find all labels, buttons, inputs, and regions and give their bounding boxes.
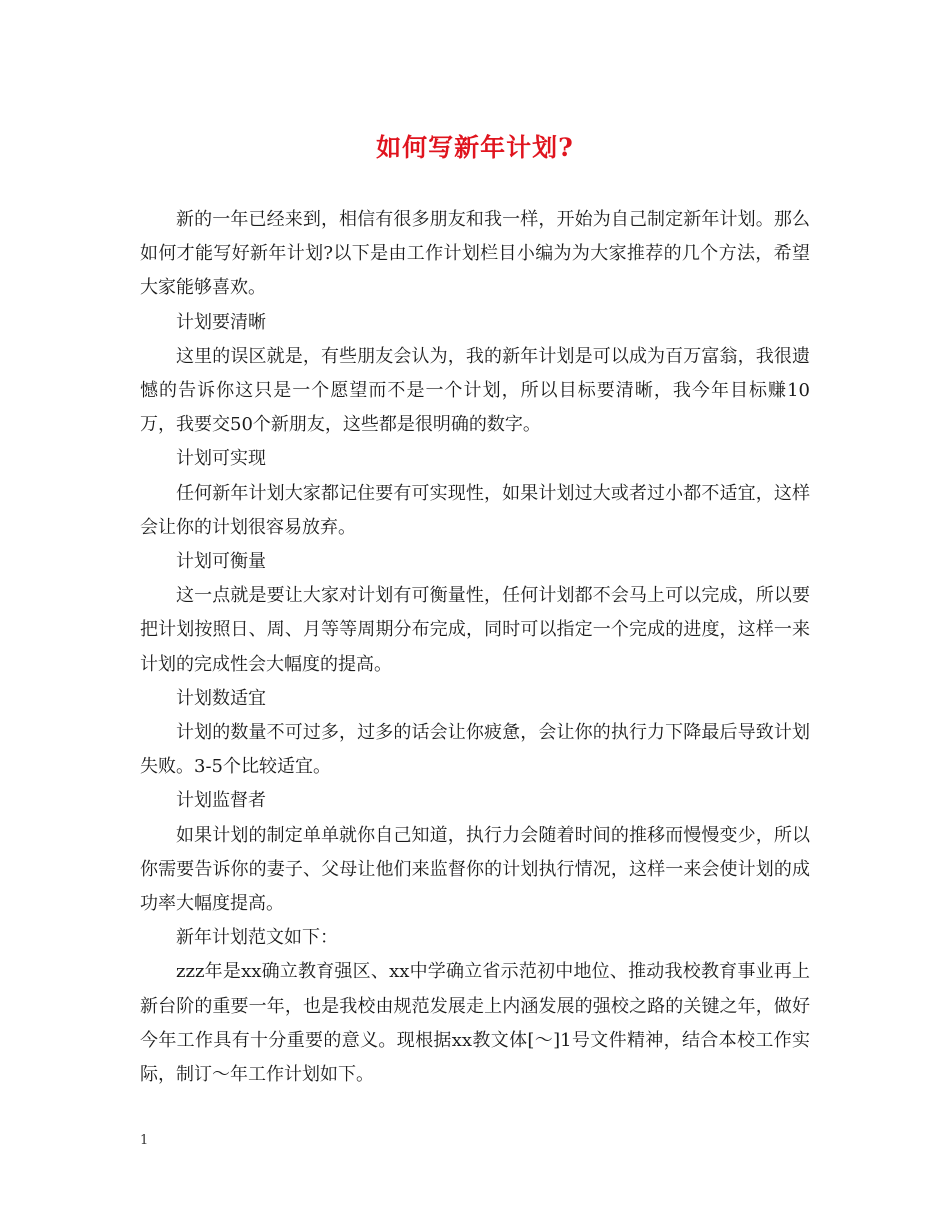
intro-paragraph: 新的一年已经来到，相信有很多朋友和我一样，开始为自己制定新年计划。那么如何才能写好新年计划?以下是由工作计划栏目小编为为大家推荐的几个方法，希望大家能够喜欢。 — [140, 209, 810, 299]
paragraph-sample: zzz年是xx确立教育强区、xx中学确立省示范初中地位、推动我校教育事业再上新台阶的重要一年，也是我校由规范发展走上内涵发展的强校之路的关键之年，做好今年工作具有十分重要的意义。现根据xx教文体[～]1号文件精神，结合本校工作实际，制订～年工作计划如下。 — [140, 961, 810, 1086]
section-heading-quantity: 计划数适宜 — [176, 687, 266, 709]
paragraph-measurable: 这一点就是要让大家对计划有可衡量性，任何计划都不会马上可以完成，所以要把计划按照日、周、月等等周期分布完成，同时可以指定一个完成的进度，这样一来计划的完成性会大幅度的提高。 — [140, 585, 810, 675]
paragraph-supervisor: 如果计划的制定单单就你自己知道，执行力会随着时间的推移而慢慢变少，所以你需要告诉你的妻子、父母让他们来监督你的计划执行情况，这样一来会使计划的成功率大幅度提高。 — [140, 824, 810, 915]
page-number: 1 — [140, 1133, 149, 1148]
document-body — [140, 203, 810, 1092]
paragraph-clear: 这里的误区就是，有些朋友会认为，我的新年计划是可以成为百万富翁，我很遗憾的告诉你这只是一个愿望而不是一个计划，所以目标要清晰，我今年目标赚10万，我要交50个新朋友，这些都是很明确的数字。 — [140, 345, 810, 436]
section-heading-clear: 计划要清晰 — [176, 311, 266, 333]
section-heading-sample: 新年计划范文如下： — [176, 927, 338, 949]
section-heading-measurable: 计划可衡量 — [176, 551, 266, 573]
section-heading-achievable: 计划可实现 — [176, 448, 266, 470]
paragraph-achievable: 任何新年计划大家都记住要有可实现性，如果计划过大或者过小都不适宜，这样会让你的计划很容易放弃。 — [140, 482, 810, 538]
document-title: 如何写新年计划? — [376, 133, 574, 162]
paragraph-quantity: 计划的数量不可过多，过多的话会让你疲惫，会让你的执行力下降最后导致计划失败。3-5个比较适宜。 — [140, 722, 810, 778]
section-heading-supervisor: 计划监督者 — [176, 790, 266, 812]
